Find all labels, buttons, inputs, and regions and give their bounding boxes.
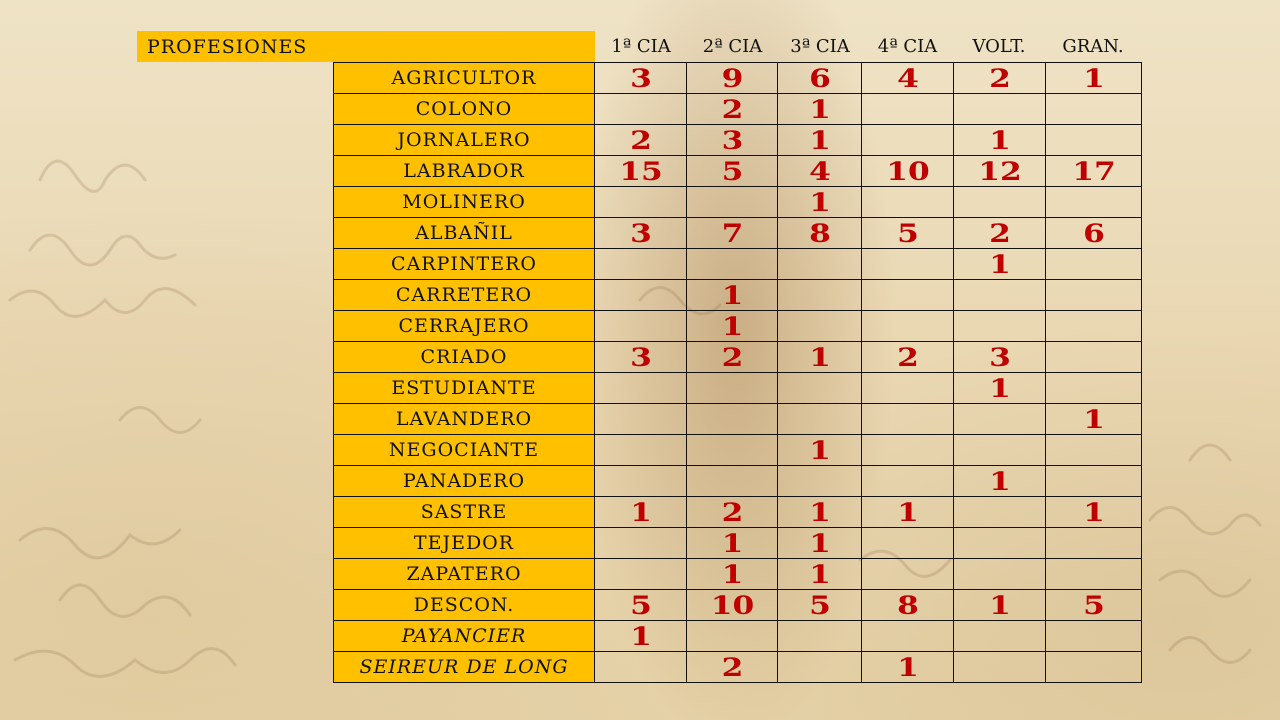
count-cell: 1 xyxy=(850,497,965,528)
profession-label: NEGOCIANTE xyxy=(334,435,595,466)
count-cell: 2 xyxy=(850,342,965,373)
count-cell: 12 xyxy=(942,156,1057,187)
column-header: 2ª CIA xyxy=(702,36,763,57)
column-header: VOLT. xyxy=(972,36,1026,57)
count-cell: 1 xyxy=(942,466,1057,497)
count-cell: 1 xyxy=(675,311,789,342)
count-cell: 1 xyxy=(583,621,698,652)
table-row xyxy=(334,280,1142,311)
table-row xyxy=(334,559,1142,590)
count-cell: 5 xyxy=(850,218,965,249)
table-row xyxy=(334,342,1142,373)
table-row xyxy=(334,435,1142,466)
profession-label: LAVANDERO xyxy=(334,404,595,435)
count-cell: 1 xyxy=(767,94,872,125)
count-cell: 2 xyxy=(675,652,789,683)
count-cell: 8 xyxy=(767,218,872,249)
count-cell: 1 xyxy=(675,528,789,559)
profession-label: CARPINTERO xyxy=(334,249,595,280)
profession-label: LABRADOR xyxy=(334,156,595,187)
count-cell: 15 xyxy=(583,156,698,187)
count-cell: 10 xyxy=(850,156,965,187)
count-cell: 3 xyxy=(942,342,1057,373)
count-cell: 1 xyxy=(767,187,872,218)
profession-label: ESTUDIANTE xyxy=(334,373,595,404)
count-cell xyxy=(1034,559,1154,590)
table-row xyxy=(334,404,1142,435)
count-cell: 17 xyxy=(1034,156,1154,187)
count-cell: 1 xyxy=(767,559,872,590)
table-row xyxy=(334,590,1142,621)
count-cell: 5 xyxy=(583,590,698,621)
profession-label: AGRICULTOR xyxy=(334,63,595,94)
count-cell: 6 xyxy=(767,63,872,94)
profession-label: PAYANCIER xyxy=(334,621,595,652)
count-cell: 1 xyxy=(767,125,872,156)
count-cell: 7 xyxy=(675,218,789,249)
count-cell: 1 xyxy=(767,342,872,373)
count-cell: 8 xyxy=(850,590,965,621)
count-cell: 4 xyxy=(850,63,965,94)
profession-label: MOLINERO xyxy=(334,187,595,218)
profession-label: SEIREUR DE LONG xyxy=(334,652,595,683)
count-cell xyxy=(1034,528,1154,559)
table-row xyxy=(334,528,1142,559)
count-cell: 1 xyxy=(767,497,872,528)
profession-label: COLONO xyxy=(334,94,595,125)
profession-label: CERRAJERO xyxy=(334,311,595,342)
count-cell: 1 xyxy=(942,249,1057,280)
count-cell: 10 xyxy=(675,590,789,621)
count-cell: 1 xyxy=(675,559,789,590)
count-cell: 5 xyxy=(1034,590,1154,621)
profession-label: CARRETERO xyxy=(334,280,595,311)
count-cell: 2 xyxy=(942,218,1057,249)
count-cell: 1 xyxy=(850,652,965,683)
table-row xyxy=(334,94,1142,125)
count-cell xyxy=(1034,280,1154,311)
count-cell xyxy=(1034,311,1154,342)
professions-table xyxy=(333,62,1142,683)
column-header: GRAN. xyxy=(1062,36,1124,57)
count-cell: 3 xyxy=(583,342,698,373)
profession-label: DESCON. xyxy=(334,590,595,621)
profession-label: ZAPATERO xyxy=(334,559,595,590)
count-cell: 2 xyxy=(675,497,789,528)
count-cell: 2 xyxy=(675,342,789,373)
count-cell xyxy=(1034,373,1154,404)
table-row xyxy=(334,156,1142,187)
profession-label: ALBAÑIL xyxy=(334,218,595,249)
table-row xyxy=(334,125,1142,156)
profession-label: CRIADO xyxy=(334,342,595,373)
count-cell: 9 xyxy=(675,63,789,94)
count-cell: 5 xyxy=(675,156,789,187)
count-cell: 1 xyxy=(675,280,789,311)
table-row xyxy=(334,63,1142,94)
count-cell: 2 xyxy=(583,125,698,156)
professions-header: PROFESIONES xyxy=(137,31,595,62)
count-cell: 1 xyxy=(942,373,1057,404)
count-cell xyxy=(1034,342,1154,373)
table-row xyxy=(334,652,1142,683)
profession-label: TEJEDOR xyxy=(334,528,595,559)
count-cell xyxy=(1034,187,1154,218)
count-cell: 1 xyxy=(767,435,872,466)
table-row xyxy=(334,187,1142,218)
profession-label: PANADERO xyxy=(334,466,595,497)
count-cell: 5 xyxy=(767,590,872,621)
count-cell: 1 xyxy=(1034,63,1154,94)
table-row xyxy=(334,249,1142,280)
column-header: 1ª CIA xyxy=(611,36,671,57)
count-cell: 3 xyxy=(583,218,698,249)
count-cell: 6 xyxy=(1034,218,1154,249)
count-cell xyxy=(1034,652,1154,683)
count-cell: 1 xyxy=(942,125,1057,156)
table-row xyxy=(334,311,1142,342)
count-cell: 1 xyxy=(1034,497,1154,528)
table-row xyxy=(334,497,1142,528)
column-header: 3ª CIA xyxy=(790,36,850,57)
count-cell xyxy=(1034,94,1154,125)
profession-label: SASTRE xyxy=(334,497,595,528)
table-row xyxy=(334,218,1142,249)
table-row xyxy=(334,373,1142,404)
count-cell xyxy=(1034,621,1154,652)
count-cell xyxy=(1034,125,1154,156)
count-cell xyxy=(1034,466,1154,497)
count-cell xyxy=(1034,249,1154,280)
count-cell xyxy=(1034,435,1154,466)
count-cell: 3 xyxy=(675,125,789,156)
count-cell: 1 xyxy=(942,590,1057,621)
table-row xyxy=(334,621,1142,652)
column-header: 4ª CIA xyxy=(877,36,938,57)
profession-label: JORNALERO xyxy=(334,125,595,156)
count-cell: 1 xyxy=(1034,404,1154,435)
count-cell: 2 xyxy=(942,63,1057,94)
table-row xyxy=(334,466,1142,497)
count-cell: 2 xyxy=(675,94,789,125)
count-cell: 1 xyxy=(767,528,872,559)
count-cell: 1 xyxy=(583,497,698,528)
count-cell: 3 xyxy=(583,63,698,94)
count-cell: 4 xyxy=(767,156,872,187)
